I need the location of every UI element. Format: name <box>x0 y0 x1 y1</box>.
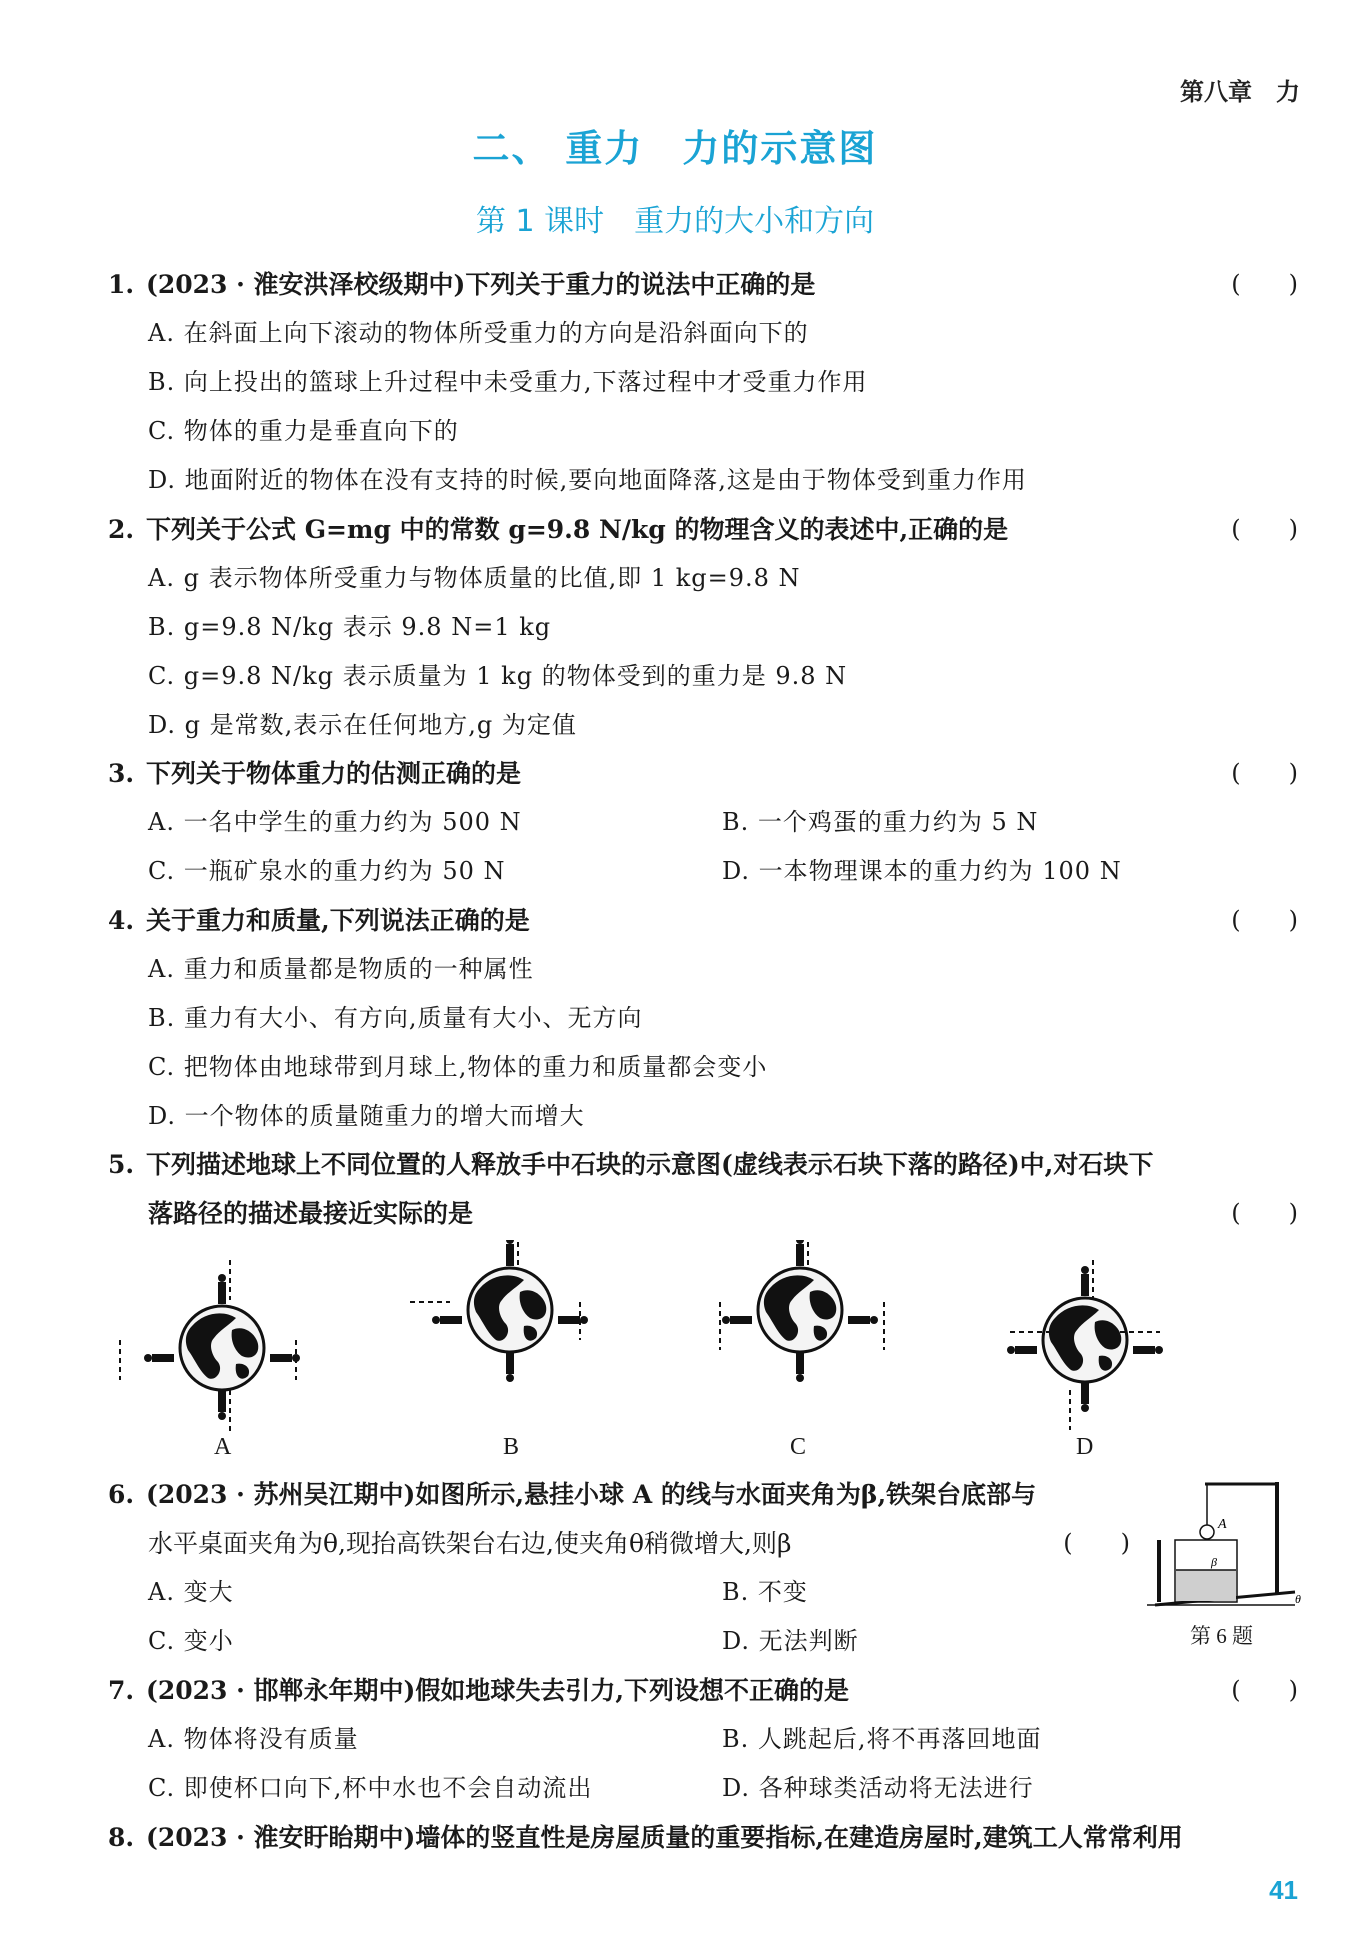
figure-c <box>720 1240 884 1382</box>
answer-blank: ( ) <box>1063 1529 1130 1557</box>
question-stem-continued: 落路径的描述最接近实际的是 <box>148 1199 474 1228</box>
question-stem-continued: 水平桌面夹角为θ,现抬高铁架台右边,使夹角θ稍微增大,则β <box>148 1529 792 1558</box>
figure-label-d: D <box>1076 1434 1094 1460</box>
figure-a <box>120 1260 300 1435</box>
option-a: A. 重力和质量都是物质的一种属性 <box>148 955 534 983</box>
option-a: A. 在斜面上向下滚动的物体所受重力的方向是沿斜面向下的 <box>148 319 809 347</box>
question-2 <box>108 517 1008 542</box>
option-c: C. 变小 <box>148 1627 234 1655</box>
question-8 <box>108 1825 1183 1850</box>
section-title: 二、 重力 力的示意图 <box>472 127 878 170</box>
answer-blank: ( ) <box>1231 1676 1298 1704</box>
question-stem: (2023 · 淮安洪泽校级期中)下列关于重力的说法中正确的是 <box>146 270 816 299</box>
option-c: C. 即使杯口向下,杯中水也不会自动流出 <box>148 1774 593 1802</box>
answer-blank: ( ) <box>1231 906 1298 934</box>
answer-blank: ( ) <box>1231 1199 1298 1227</box>
question-5 <box>108 1152 1153 1177</box>
question-7 <box>108 1678 849 1703</box>
question-stem: (2023 · 邯郸永年期中)假如地球失去引力,下列设想不正确的是 <box>146 1676 850 1705</box>
option-b: B. g=9.8 N/kg 表示 9.8 N=1 kg <box>148 613 552 641</box>
option-a: A. g 表示物体所受重力与物体质量的比值,即 1 kg=9.8 N <box>148 564 801 592</box>
page-number: 41 <box>1269 1875 1298 1905</box>
figure-b <box>410 1240 588 1382</box>
answer-blank: ( ) <box>1231 759 1298 787</box>
option-a: A. 一名中学生的重力约为 500 N <box>148 808 522 836</box>
figure-label-a: A <box>214 1434 232 1460</box>
option-d: D. g 是常数,表示在任何地方,g 为定值 <box>148 711 577 739</box>
question-number: 4. <box>108 906 135 935</box>
answer-blank: ( ) <box>1231 270 1298 298</box>
option-d: D. 各种球类活动将无法进行 <box>722 1774 1034 1802</box>
figure-label-c: C <box>790 1434 807 1460</box>
lesson-title: 第 1 课时 重力的大小和方向 <box>475 204 875 239</box>
question-4 <box>108 908 530 933</box>
question-number: 3. <box>108 759 135 788</box>
question-number: 7. <box>108 1676 135 1705</box>
option-c: C. g=9.8 N/kg 表示质量为 1 kg 的物体受到的重力是 9.8 N <box>148 662 848 690</box>
option-a: A. 物体将没有质量 <box>148 1725 359 1753</box>
option-d: D. 无法判断 <box>722 1627 859 1655</box>
option-b: B. 人跳起后,将不再落回地面 <box>722 1725 1042 1753</box>
question-1 <box>108 272 815 297</box>
question-stem: 关于重力和质量,下列说法正确的是 <box>146 906 530 935</box>
chapter-header: 第八章 力 <box>1180 78 1300 106</box>
figure-label-b: B <box>503 1434 520 1460</box>
option-d: D. 一个物体的质量随重力的增大而增大 <box>148 1102 585 1130</box>
question-number: 1. <box>108 270 135 299</box>
question-stem: (2023 · 苏州吴江期中)如图所示,悬挂小球 A 的线与水面夹角为β,铁架台底部与 <box>146 1480 1037 1509</box>
option-b: B. 向上投出的篮球上升过程中未受重力,下落过程中才受重力作用 <box>148 368 868 396</box>
answer-blank: ( ) <box>1231 515 1298 543</box>
question-number: 6. <box>108 1480 135 1509</box>
question-number: 5. <box>108 1150 135 1179</box>
option-d: D. 一本物理课本的重力约为 100 N <box>722 857 1122 885</box>
beta-label: β <box>1211 1555 1217 1569</box>
option-b: B. 一个鸡蛋的重力约为 5 N <box>722 808 1039 836</box>
option-b: B. 重力有大小、有方向,质量有大小、无方向 <box>148 1004 643 1032</box>
question-3 <box>108 761 521 786</box>
question-stem: (2023 · 淮安盱眙期中)墙体的竖直性是房屋质量的重要指标,在建造房屋时,建筑工人常常利用 <box>146 1823 1183 1852</box>
option-c: C. 把物体由地球带到月球上,物体的重力和质量都会变小 <box>148 1053 768 1081</box>
figure-d <box>1007 1260 1163 1430</box>
option-d: D. 地面附近的物体在没有支持的时候,要向地面降落,这是由于物体受到重力作用 <box>148 466 1027 494</box>
option-c: C. 物体的重力是垂直向下的 <box>148 417 459 445</box>
theta-label: θ <box>1295 1592 1301 1606</box>
ball-label: A <box>1218 1517 1227 1532</box>
question-number: 2. <box>108 515 135 544</box>
question-6 <box>108 1482 1036 1507</box>
question-number: 8. <box>108 1823 135 1852</box>
figure-caption: 第 6 题 <box>1190 1624 1253 1648</box>
option-b: B. 不变 <box>722 1578 808 1606</box>
question-stem: 下列关于公式 G=mg 中的常数 g=9.8 N/kg 的物理含义的表述中,正确的是 <box>146 515 1009 544</box>
question-stem: 下列描述地球上不同位置的人释放手中石块的示意图(虚线表示石块下落的路径)中,对石块下 <box>146 1150 1154 1179</box>
earth-figures <box>110 1240 1230 1460</box>
option-c: C. 一瓶矿泉水的重力约为 50 N <box>148 857 506 885</box>
question-6-figure <box>1145 1470 1305 1620</box>
option-a: A. 变大 <box>148 1578 234 1606</box>
question-stem: 下列关于物体重力的估测正确的是 <box>146 759 522 788</box>
